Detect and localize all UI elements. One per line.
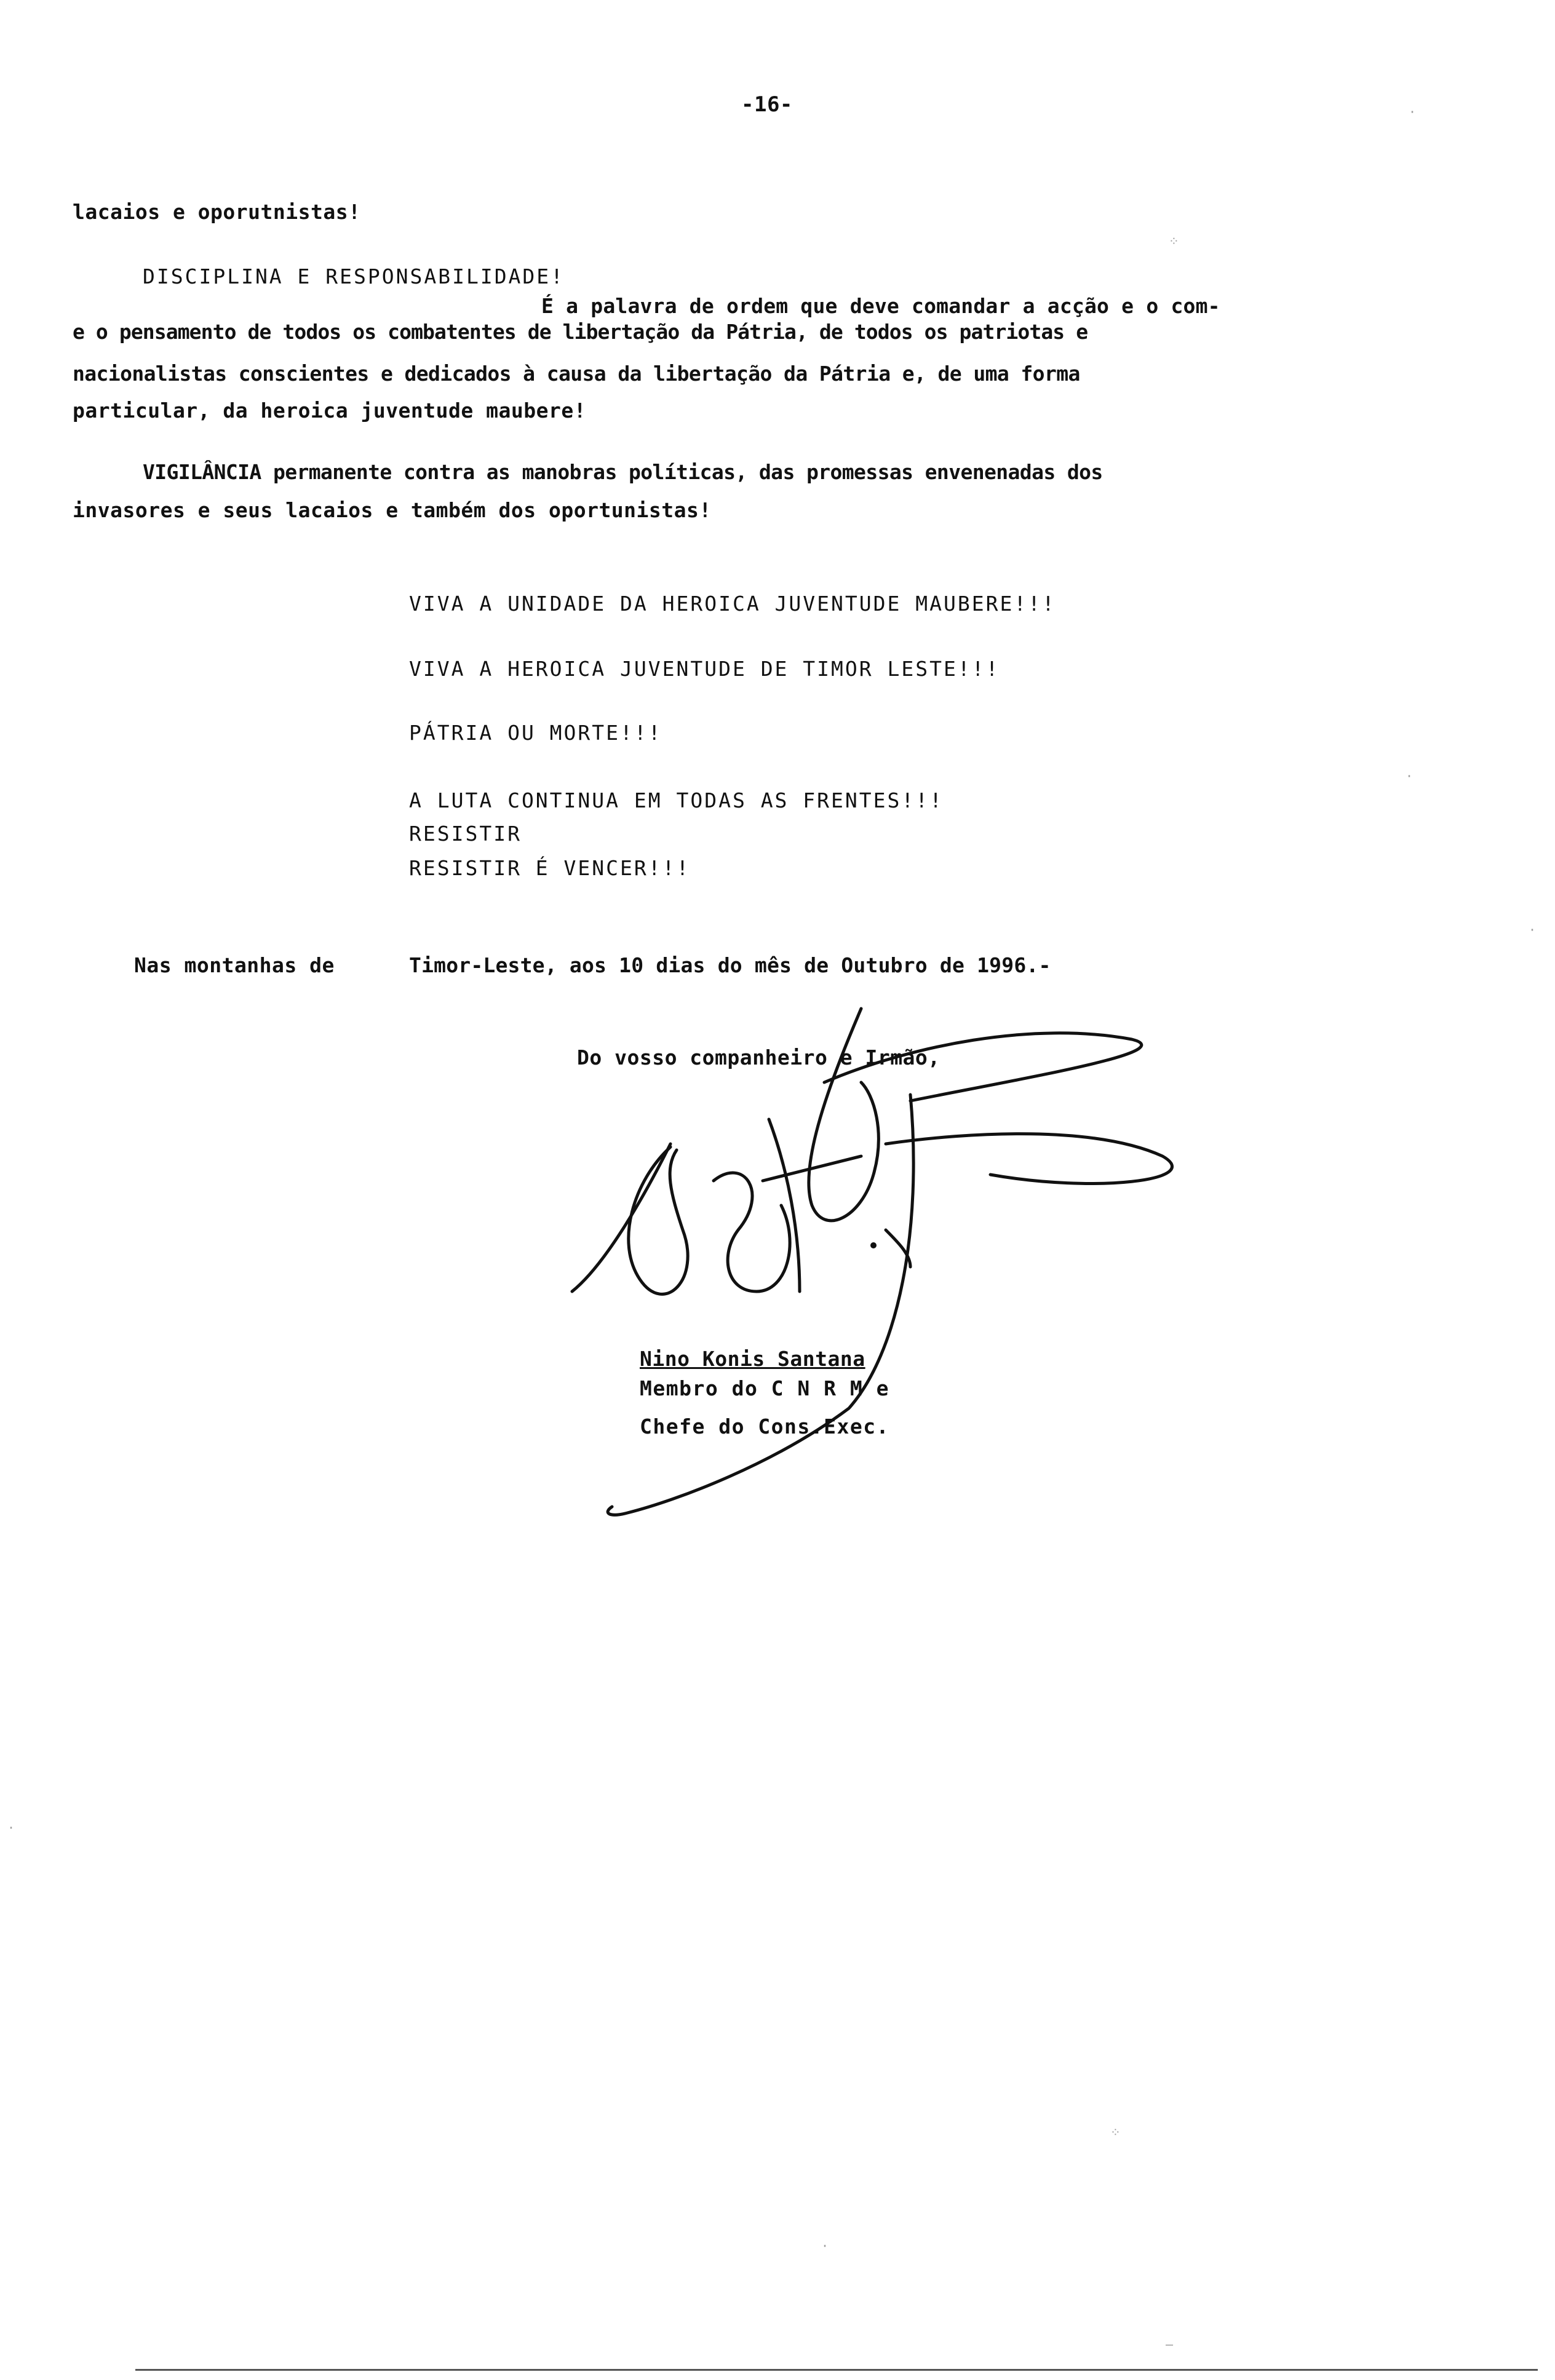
slogan: VIVA A HEROICA JUVENTUDE DE TIMOR LESTE!!! bbox=[409, 657, 1000, 681]
paragraph-line: lacaios e oporutnistas! bbox=[73, 200, 361, 224]
slogan: RESISTIR bbox=[409, 822, 522, 846]
scan-speck: · bbox=[1409, 105, 1417, 119]
scan-speck: · bbox=[1529, 922, 1537, 937]
salutation: Do vosso companheiro e Irmão, bbox=[577, 1045, 941, 1069]
paragraph-line: e o pensamento de todos os combatentes de libertação da Pátria, de todos os patriotas e bbox=[73, 320, 1088, 344]
handwritten-signature bbox=[480, 972, 1279, 1488]
scan-speck: · bbox=[821, 2239, 829, 2253]
page-number: -16- bbox=[741, 92, 793, 117]
paragraph-line: VIGILÂNCIA permanente contra as manobras políticas, das promessas envenenadas dos bbox=[143, 460, 1103, 484]
paragraph-line: invasores e seus lacaios e também dos oportunistas! bbox=[73, 498, 712, 522]
slogan: PÁTRIA OU MORTE!!! bbox=[409, 721, 662, 745]
place-date-prefix: Nas montanhas de bbox=[134, 953, 335, 977]
signatory-role: Membro do C N R M e bbox=[640, 1376, 889, 1400]
slogan: RESISTIR É VENCER!!! bbox=[409, 856, 691, 880]
scan-speck: ⁘ bbox=[1169, 234, 1179, 248]
scan-speck: · bbox=[7, 1820, 15, 1835]
place-date: Timor-Leste, aos 10 dias do mês de Outubro de 1996.- bbox=[409, 953, 1051, 977]
scan-speck: — bbox=[1166, 2337, 1174, 2352]
section-heading-disciplina: DISCIPLINA E RESPONSABILIDADE! bbox=[143, 264, 565, 288]
scan-speck: · bbox=[1406, 769, 1414, 783]
scan-speck: ⁘ bbox=[1110, 2125, 1121, 2140]
slogan: VIVA A UNIDADE DA HEROICA JUVENTUDE MAUBERE!!! bbox=[409, 592, 1056, 616]
paragraph-line: particular, da heroica juventude maubere! bbox=[73, 399, 587, 422]
signatory-role: Chefe do Cons.Exec. bbox=[640, 1414, 889, 1438]
paragraph-line: nacionalistas conscientes e dedicados à causa da libertação da Pátria e, de uma forma bbox=[73, 362, 1080, 386]
bottom-edge-line bbox=[135, 2369, 1538, 2371]
slogan: A LUTA CONTINUA EM TODAS AS FRENTES!!! bbox=[409, 788, 944, 812]
paragraph-line: É a palavra de ordem que deve comandar a acção e o com- bbox=[541, 294, 1220, 318]
signatory-name: Nino Konis Santana bbox=[640, 1347, 865, 1371]
